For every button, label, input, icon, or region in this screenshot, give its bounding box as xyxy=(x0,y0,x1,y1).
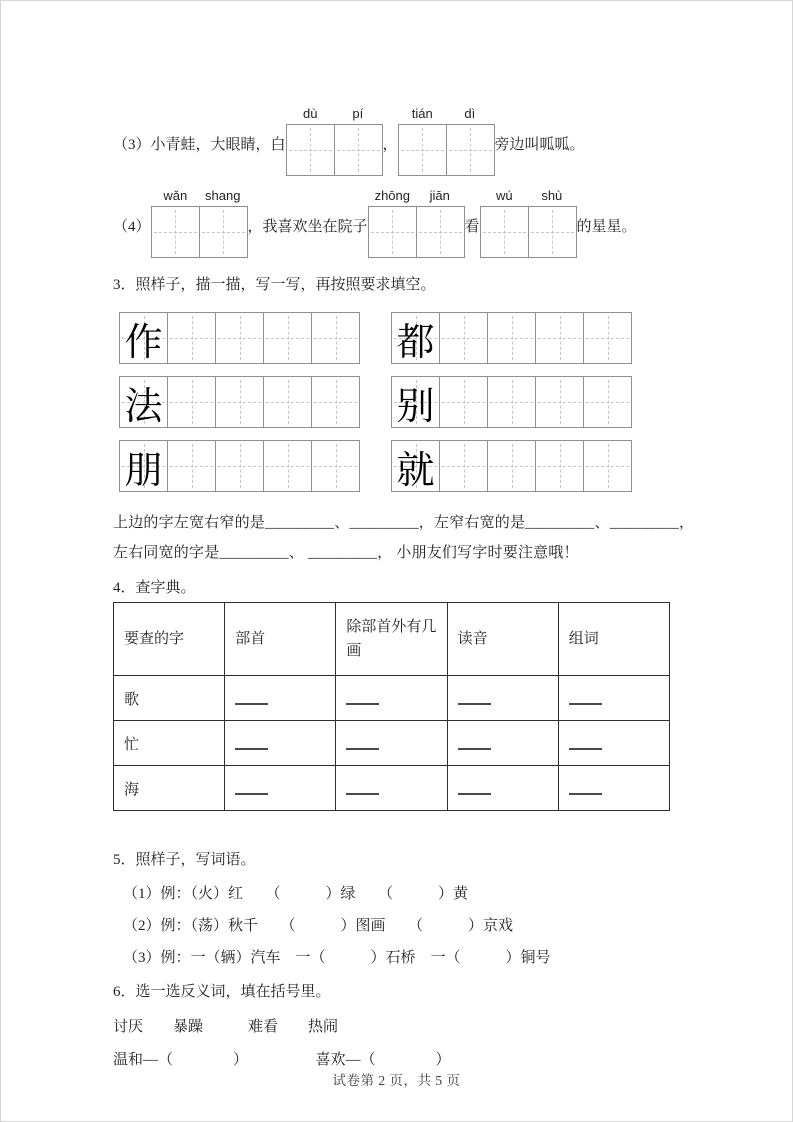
answer-cell xyxy=(558,676,669,721)
answer-cell xyxy=(225,766,336,811)
page-footer: 试卷第 2 页，共 5 页 xyxy=(332,1073,461,1088)
grid-cell xyxy=(152,207,199,257)
grid-cell xyxy=(439,313,487,363)
character-cell: 歌 xyxy=(114,676,225,721)
pinyin-writing-grid xyxy=(286,106,383,176)
question-3-title: 3．照样子，描一描，写一写，再按照要求填空。 xyxy=(113,277,436,293)
table-header-row xyxy=(114,603,670,676)
answer-cell xyxy=(336,766,447,811)
column-header: 读音 xyxy=(447,603,558,676)
grid-cell xyxy=(481,207,528,257)
answer-blank xyxy=(235,781,268,795)
sentence-text: （4） xyxy=(113,218,151,235)
word-bank: 讨厌 暴躁 难看 热闹 xyxy=(113,1019,339,1035)
grid-cell xyxy=(215,441,263,491)
grid-cell xyxy=(369,207,416,257)
pinyin-label: pí xyxy=(352,106,364,121)
answer-blank xyxy=(458,781,491,795)
antonym-answer-line: 温和—（ ） 喜欢—（ ） xyxy=(113,1052,451,1068)
grid-cell xyxy=(167,441,215,491)
page-content xyxy=(1,106,792,1075)
sentence-text: 的星星。 xyxy=(576,218,637,235)
sentence-text: ，我喜欢坐在院子 xyxy=(247,218,368,235)
pinyin-label: dì xyxy=(464,106,476,121)
answer-cell xyxy=(447,676,558,721)
grid-cell xyxy=(535,377,583,427)
model-character: 作 xyxy=(124,321,163,364)
sentence-text: ， xyxy=(382,136,398,153)
answer-cell xyxy=(336,676,447,721)
model-character: 就 xyxy=(396,449,435,492)
answer-cell xyxy=(447,766,558,811)
grid-cell xyxy=(167,377,215,427)
answer-cell xyxy=(336,721,447,766)
question-2-item-3 xyxy=(113,106,692,176)
answer-blank xyxy=(346,691,379,705)
grid-cell xyxy=(392,377,439,427)
grid-cell xyxy=(334,125,382,175)
dictionary-lookup-table xyxy=(113,602,670,811)
example-item: （1）例：（火）红 （ ）绿 （ ）黄 xyxy=(123,886,469,902)
grid-cell xyxy=(583,377,631,427)
grid-cell xyxy=(535,313,583,363)
table-row xyxy=(114,721,670,766)
pinyin-label: shang xyxy=(205,188,241,203)
column-header: 部首 xyxy=(225,603,336,676)
pinyin-writing-grid xyxy=(480,188,577,258)
pinyin-writing-grid xyxy=(368,188,465,258)
sentence-text: 旁边叫呱呱。 xyxy=(494,136,585,153)
grid-cell xyxy=(120,377,167,427)
grid-cell xyxy=(392,313,439,363)
question-6-title: 6．选一选反义词，填在括号里。 xyxy=(113,984,331,1000)
answer-cell xyxy=(225,721,336,766)
answer-blank xyxy=(346,781,379,795)
grid-cell xyxy=(167,313,215,363)
practice-grid-row xyxy=(119,440,692,492)
column-header: 要查的字 xyxy=(114,603,225,676)
pinyin-label: wú xyxy=(495,188,513,203)
sentence-text: 看 xyxy=(464,218,480,235)
pinyin-row xyxy=(481,188,576,204)
grid-cell xyxy=(416,207,464,257)
answer-blank xyxy=(235,691,268,705)
answer-blank xyxy=(569,781,602,795)
practice-grid-row xyxy=(119,312,692,364)
pinyin-label: jiān xyxy=(429,188,450,203)
character-practice-grids xyxy=(119,312,692,492)
practice-grid xyxy=(119,440,360,492)
sentence-text: （3）小青蛙，大眼睛，白 xyxy=(113,136,286,153)
example-item: （2）例：（荡）秋千 （ ）图画 （ ）京戏 xyxy=(123,918,514,934)
pinyin-label: tián xyxy=(411,106,433,121)
grid-cell xyxy=(199,207,247,257)
answer-blank xyxy=(235,736,268,750)
model-character: 朋 xyxy=(124,449,163,492)
question-2-item-4 xyxy=(113,188,692,258)
example-item: （3）例：一（辆）汽车 一（ ）石桥 一（ ）铜号 xyxy=(123,950,551,966)
grid-cell xyxy=(120,441,167,491)
practice-grid-row xyxy=(119,376,692,428)
grid-cell xyxy=(287,125,334,175)
grid-cell xyxy=(439,377,487,427)
answer-blank xyxy=(569,691,602,705)
grid-cell xyxy=(120,313,167,363)
grid-cell xyxy=(583,441,631,491)
pinyin-row xyxy=(369,188,464,204)
practice-grid xyxy=(119,312,360,364)
model-character: 别 xyxy=(396,385,435,428)
question-4-title: 4．查字典。 xyxy=(113,580,196,596)
answer-cell xyxy=(558,766,669,811)
grid-cell xyxy=(215,377,263,427)
table-row xyxy=(114,766,670,811)
fill-blank-line: 上边的字左宽右窄的是_________、_________，左窄右宽的是_________、_________， xyxy=(113,515,695,531)
model-character: 都 xyxy=(396,321,435,364)
answer-blank xyxy=(569,736,602,750)
grid-cell xyxy=(583,313,631,363)
column-header: 除部首外有几画 xyxy=(336,603,447,676)
answer-blank xyxy=(458,691,491,705)
pinyin-label: shù xyxy=(541,188,563,203)
pinyin-label: dù xyxy=(303,106,318,121)
grid-cell xyxy=(399,125,446,175)
pinyin-writing-grid xyxy=(398,106,495,176)
pinyin-label: zhōng xyxy=(374,188,410,203)
column-header: 组词 xyxy=(558,603,669,676)
practice-grid xyxy=(391,440,632,492)
pinyin-row xyxy=(152,188,247,204)
grid-cell xyxy=(392,441,439,491)
practice-grid xyxy=(119,376,360,428)
grid-cell xyxy=(263,377,311,427)
question-5-title: 5．照样子，写词语。 xyxy=(113,852,256,868)
grid-cell xyxy=(311,441,359,491)
grid-cell xyxy=(487,441,535,491)
grid-cell xyxy=(487,377,535,427)
grid-cell xyxy=(311,313,359,363)
grid-cell xyxy=(535,441,583,491)
grid-cell xyxy=(311,377,359,427)
answer-cell xyxy=(558,721,669,766)
character-cell: 忙 xyxy=(114,721,225,766)
table-row xyxy=(114,676,670,721)
grid-cell xyxy=(263,313,311,363)
pinyin-label: wǎn xyxy=(163,188,188,203)
answer-cell xyxy=(447,721,558,766)
grid-cell xyxy=(446,125,494,175)
pinyin-writing-grid xyxy=(151,188,248,258)
grid-cell xyxy=(487,313,535,363)
grid-cell xyxy=(528,207,576,257)
practice-grid xyxy=(391,376,632,428)
model-character: 法 xyxy=(124,385,163,428)
character-cell: 海 xyxy=(114,766,225,811)
grid-cell xyxy=(439,441,487,491)
pinyin-row xyxy=(399,106,494,122)
grid-cell xyxy=(215,313,263,363)
practice-grid xyxy=(391,312,632,364)
answer-cell xyxy=(225,676,336,721)
answer-blank xyxy=(458,736,491,750)
pinyin-row xyxy=(287,106,382,122)
fill-blank-line: 左右同宽的字是_________、 _________， 小朋友们写字时要注意哦！ xyxy=(113,545,579,561)
grid-cell xyxy=(263,441,311,491)
answer-blank xyxy=(346,736,379,750)
